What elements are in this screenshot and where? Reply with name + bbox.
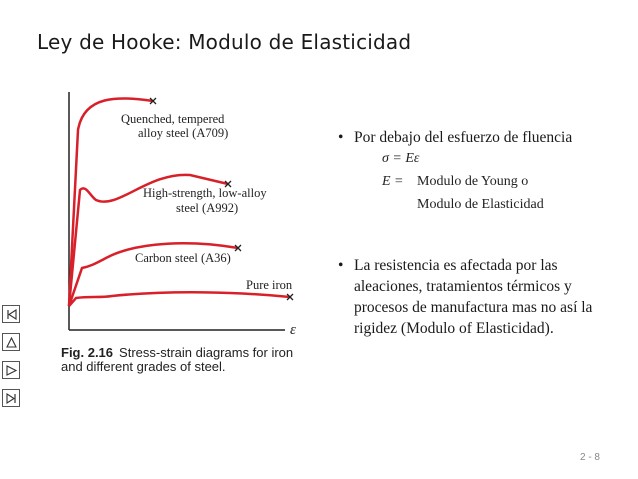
bullet-resistencia-text: La resistencia es afectada por las aleaciones, tratamientos térmicos y procesos de manufactura mas no así la rigidez (Modulo of Elasticidad). [354, 257, 593, 337]
figure-caption [61, 346, 311, 374]
label-a992-line1: High-strength, low-alloy [143, 186, 267, 200]
label-pure-iron: Pure iron [246, 278, 293, 292]
label-a709-line1: Quenched, tempered [121, 112, 225, 126]
figure-caption-text: Stress-strain diagrams for iron and different grades of steel. [61, 345, 294, 374]
nav-prev-icon [3, 334, 21, 352]
nav-last-button[interactable] [2, 389, 20, 407]
slide-title: Ley de Hooke: Modulo de Elasticidad [37, 30, 412, 54]
equation-young: Modulo de Young o [417, 174, 529, 189]
figure-number: Fig. 2.16 [61, 345, 114, 360]
curve-pure-iron [69, 292, 290, 306]
equation-e-label: E = [382, 174, 404, 189]
nav-last-icon [3, 390, 21, 408]
page-number: 2 - 8 [579, 452, 600, 463]
label-a709-line2: alloy steel (A709) [138, 126, 229, 140]
bullet-dot: • [338, 129, 344, 146]
bullet-dot: • [338, 257, 344, 274]
nav-first-button[interactable] [2, 305, 20, 323]
nav-next-button[interactable] [2, 361, 20, 379]
bullet-fluencia-text: Por debajo del esfuerzo de fluencia [354, 129, 573, 146]
nav-first-icon [3, 306, 21, 324]
equation-elasticidad: Modulo de Elasticidad [417, 197, 544, 212]
x-axis-label: ε [290, 322, 296, 338]
label-a992-line2: steel (A992) [176, 201, 239, 215]
equation-hooke: σ = Eε [382, 151, 420, 166]
nav-next-icon [3, 362, 21, 380]
label-a36: Carbon steel (A36) [135, 251, 231, 265]
nav-prev-button[interactable] [2, 333, 20, 351]
